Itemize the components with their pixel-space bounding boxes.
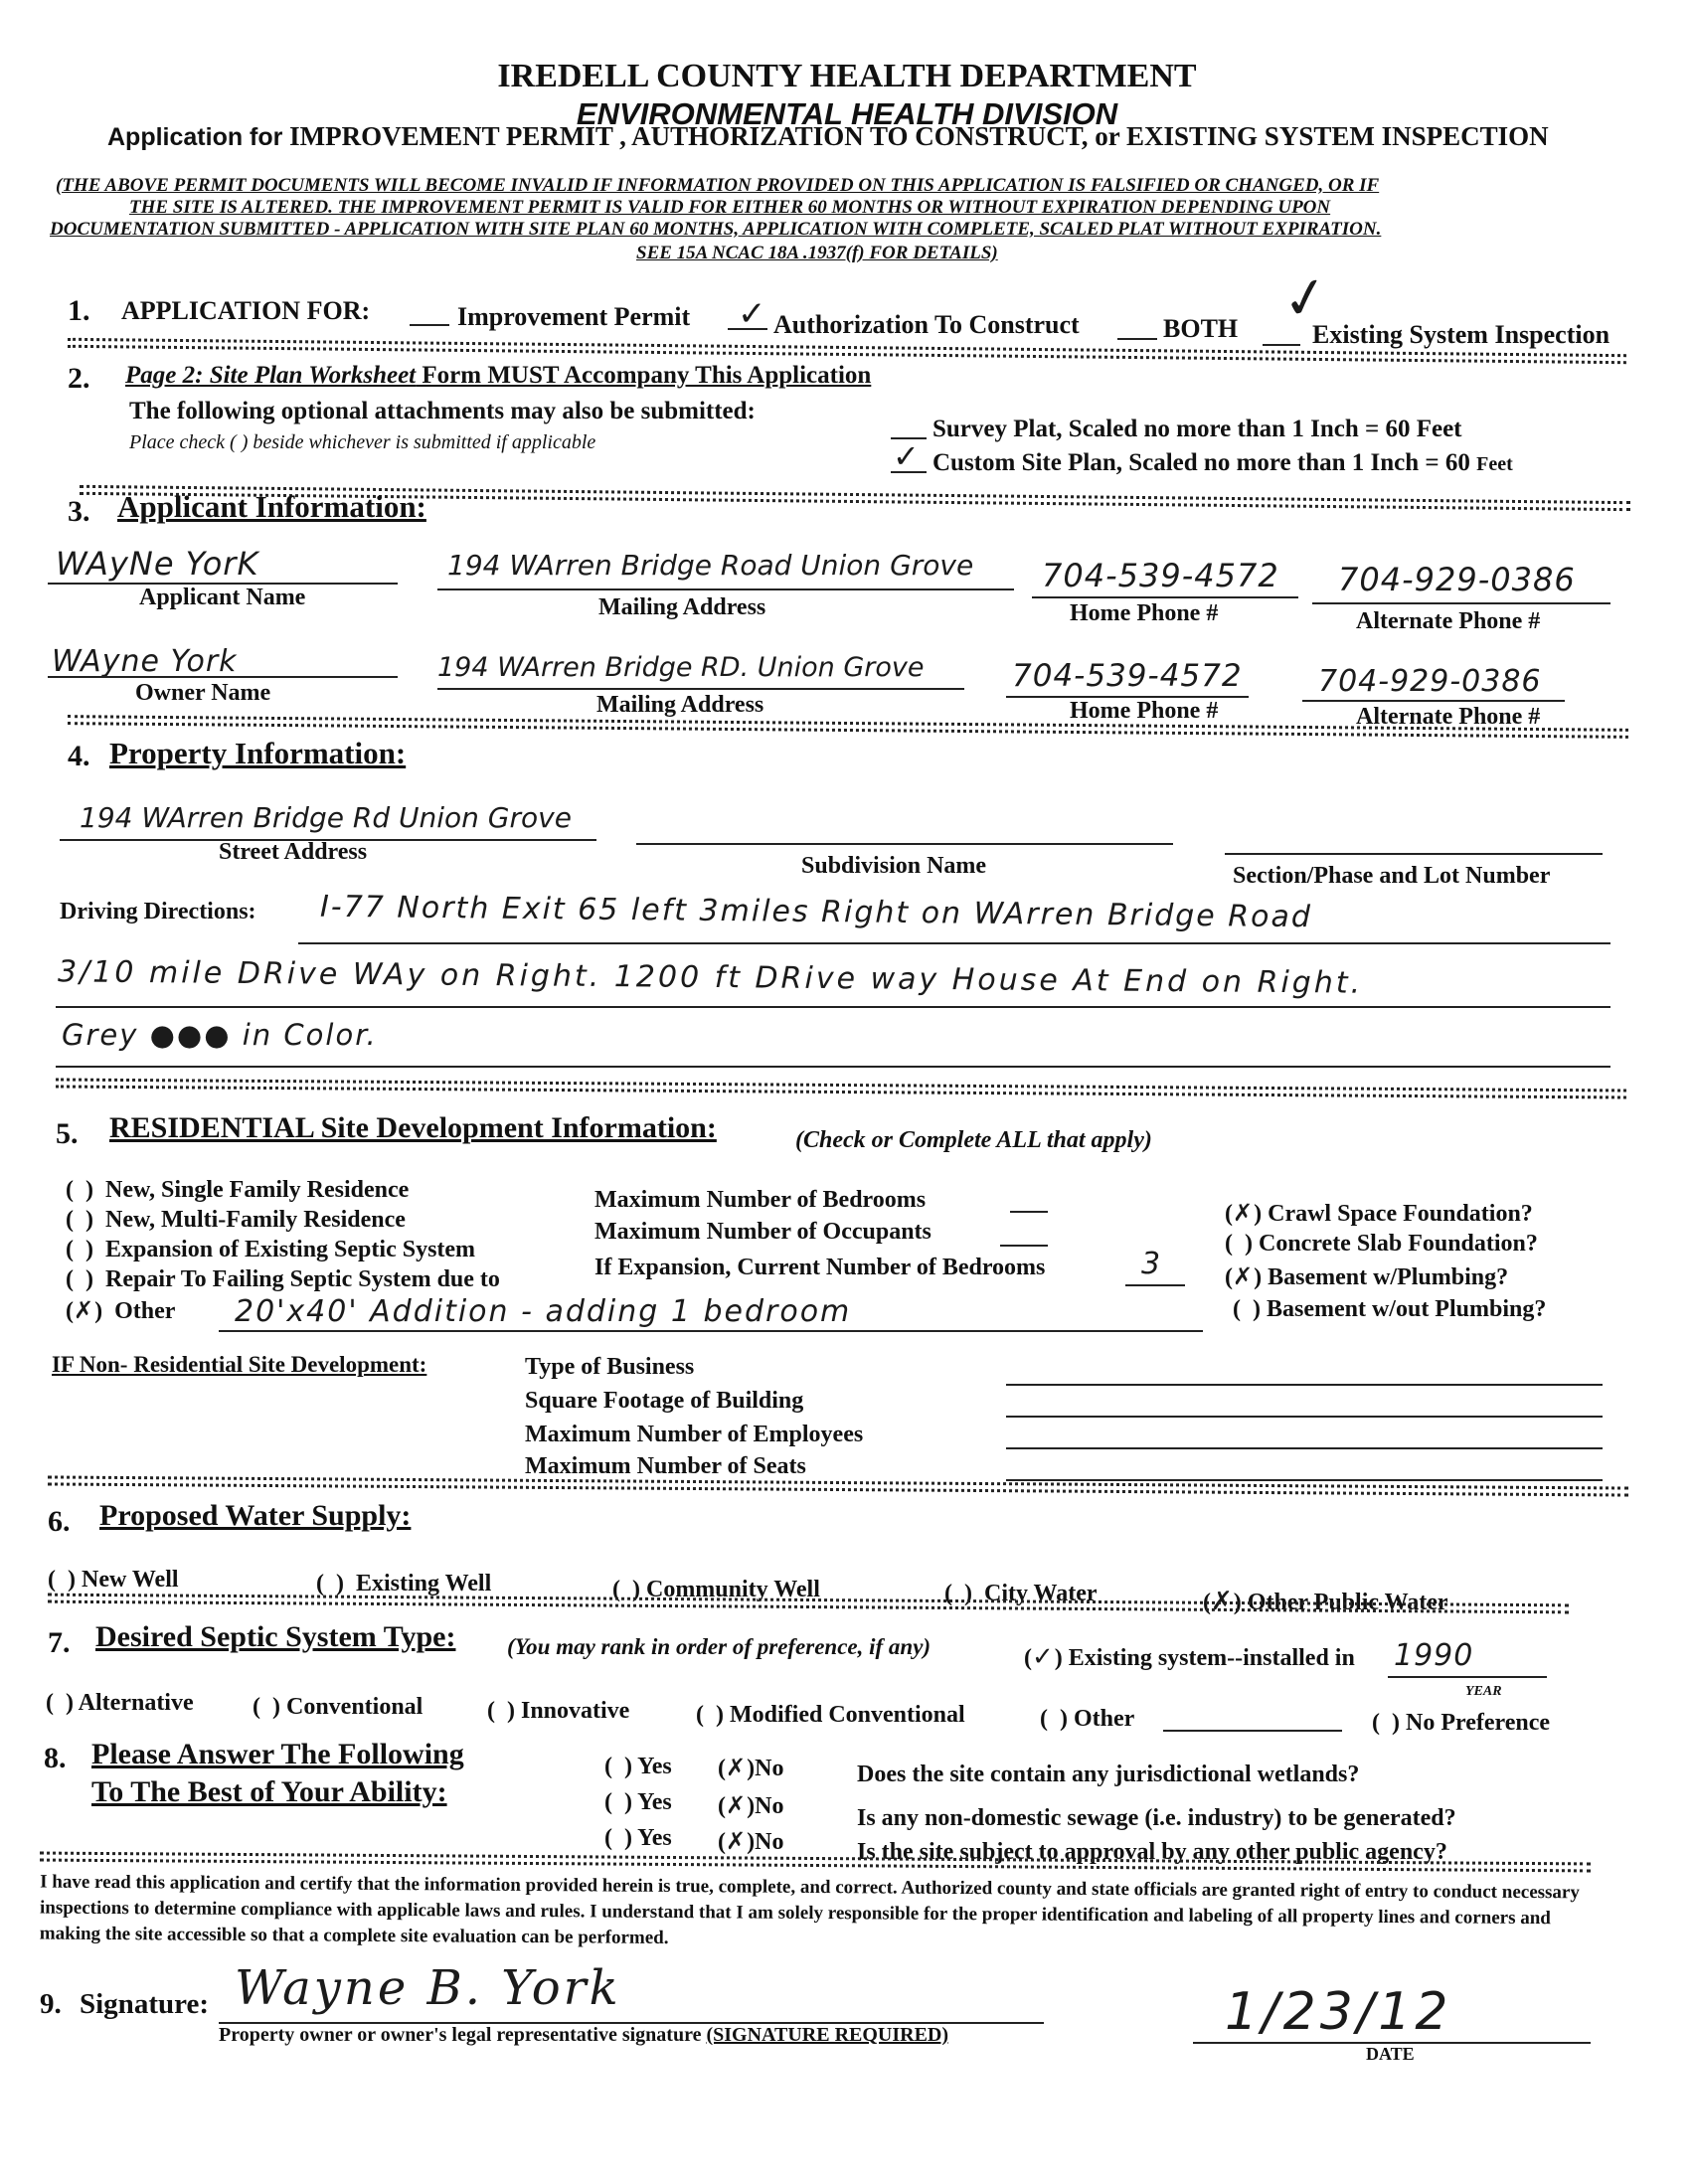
option-innovative[interactable]: ( ) Innovative: [487, 1698, 630, 1724]
q1-yes-label: Yes: [637, 1754, 672, 1779]
applicant-mailing-label: Mailing Address: [598, 594, 766, 620]
option-new-single-family[interactable]: ( ) New, Single Family Residence: [66, 1177, 410, 1203]
section-7-number: 7.: [48, 1626, 71, 1659]
option-expansion[interactable]: ( ) Expansion of Existing Septic System: [66, 1237, 476, 1262]
directions-line-2[interactable]: [56, 1006, 1610, 1008]
other-label: Other: [114, 1298, 176, 1324]
new-single-family-label: New, Single Family Residence: [104, 1177, 410, 1203]
option-concrete-slab[interactable]: ( ) Concrete Slab Foundation?: [1225, 1231, 1538, 1257]
option-other-septic[interactable]: ( ) Other: [1040, 1706, 1135, 1732]
residential-instruction: (Check or Complete ALL that apply): [795, 1127, 1152, 1153]
owner-signature: Wayne B. York: [235, 1960, 621, 2016]
q3-no-label: No: [755, 1829, 784, 1855]
applicant-home-phone-value: 704-539-4572: [1042, 557, 1279, 594]
place-check-note: Place check ( ) beside whichever is submitted if applicable: [129, 431, 596, 453]
signature-caption-text: Property owner or owner's legal representative signature: [219, 2024, 702, 2046]
applicant-home-phone-line[interactable]: [1032, 596, 1298, 598]
question-sewage: Is any non-domestic sewage (i.e. industry) to be generated?: [857, 1805, 1456, 1831]
applicant-information-heading: Applicant Information:: [117, 489, 426, 524]
answer-heading-2: To The Best of Your Ability:: [91, 1775, 447, 1808]
basement-no-plumbing-label: Basement w/out Plumbing?: [1266, 1296, 1547, 1322]
no-preference-label: No Preference: [1405, 1710, 1551, 1736]
answer-heading-1: Please Answer The Following: [91, 1738, 464, 1770]
division-title: ENVIRONMENTAL HEALTH DIVISION: [576, 96, 1118, 131]
max-seats-line[interactable]: [1006, 1479, 1603, 1481]
applicant-name-label: Applicant Name: [139, 585, 306, 610]
type-of-business-label: Type of Business: [525, 1354, 695, 1380]
q1-no-option[interactable]: (✗)No: [718, 1754, 784, 1781]
owner-alt-phone-value: 704-929-0386: [1318, 664, 1542, 699]
concrete-slab-label: Concrete Slab Foundation?: [1258, 1231, 1538, 1257]
section-5-number: 5.: [56, 1117, 79, 1150]
improvement-permit-blank[interactable]: [410, 324, 449, 326]
q1-no-label: No: [755, 1756, 784, 1781]
owner-home-phone-value: 704-539-4572: [1012, 658, 1243, 694]
other-value: 20'x40' Addition - adding 1 bedroom: [235, 1294, 852, 1329]
other-septic-label: Other: [1073, 1706, 1135, 1732]
survey-plat-option: Survey Plat, Scaled no more than 1 Inch = 60 Feet: [932, 416, 1462, 442]
basement-plumbing-check-mark: ✗: [1233, 1262, 1255, 1290]
option-basement-plumbing[interactable]: (✗) Basement w/Plumbing?: [1225, 1262, 1509, 1290]
septic-instruction: (You may rank in order of preference, if any): [507, 1634, 932, 1659]
q2-no-option[interactable]: (✗)No: [718, 1791, 784, 1819]
septic-system-heading: Desired Septic System Type:: [95, 1620, 456, 1653]
q1-yes-option[interactable]: ( ) Yes: [604, 1754, 672, 1779]
site-plan-worksheet-title: Page 2: Site Plan Worksheet: [125, 362, 417, 389]
conventional-label: Conventional: [285, 1694, 424, 1720]
option-new-well[interactable]: ( ) New Well: [48, 1567, 179, 1593]
installed-year-value: 1990: [1394, 1638, 1474, 1673]
question-public-agency: Is the site subject to approval by any other public agency?: [857, 1839, 1447, 1865]
other-septic-line[interactable]: [1163, 1730, 1342, 1732]
document-title: IREDELL COUNTY HEALTH DEPARTMENT: [497, 58, 1197, 94]
q2-yes-option[interactable]: ( ) Yes: [604, 1789, 672, 1815]
q3-yes-label: Yes: [637, 1825, 672, 1851]
water-supply-heading: Proposed Water Supply:: [99, 1499, 412, 1532]
certification-paragraph: I have read this application and certify that the information provided herein is true, complete, and correct. Authorized county and state officials are granted right of entry to conduct necessary inspections to determine compliance with applicable laws and rules. I understand that I am solely responsible for the proper identification and labeling of all property lines and corners and making the site accessible so that a complete site evaluation can be performed.: [39, 1871, 1580, 1948]
applicant-name-value: WAyNe YorK: [56, 545, 259, 583]
owner-name-line[interactable]: [48, 676, 398, 678]
validity-notice-line-4: SEE 15A NCAC 18A .1937(f) FOR DETAILS): [636, 243, 998, 263]
max-employees-line[interactable]: [1006, 1447, 1603, 1449]
both-option: BOTH: [1163, 314, 1239, 343]
section-8-number: 8.: [44, 1742, 67, 1774]
current-bedrooms-value: 3: [1141, 1247, 1162, 1281]
improvement-permit-option: Improvement Permit: [457, 302, 691, 331]
max-bedrooms-line[interactable]: [1010, 1211, 1048, 1213]
owner-address-value: 194 WArren Bridge RD. Union Grove: [437, 652, 925, 683]
site-plan-worksheet-heading: [125, 362, 871, 390]
section-2-number: 2.: [68, 362, 90, 395]
section-9-number: 9.: [40, 1988, 62, 2020]
owner-name-label: Owner Name: [135, 680, 271, 706]
driving-directions-line-2: 3/10 mile DRive WAy on Right. 1200 ft DRive way House At End on Right.: [57, 954, 1364, 1001]
applicant-alt-phone-value: 704-929-0386: [1338, 561, 1576, 598]
square-footage-label: Square Footage of Building: [525, 1388, 804, 1414]
option-basement-no-plumbing[interactable]: ( ) Basement w/out Plumbing?: [1233, 1296, 1547, 1322]
option-alternative[interactable]: ( ) Alternative: [46, 1690, 194, 1716]
both-blank[interactable]: [1117, 338, 1157, 340]
q3-yes-option[interactable]: ( ) Yes: [604, 1825, 672, 1851]
subdivision-line[interactable]: [636, 843, 1173, 845]
existing-system-check-mark: ✓: [1032, 1642, 1055, 1672]
other-public-water-check-mark: ✗: [1211, 1587, 1234, 1616]
other-public-water-label: Other Public Water: [1247, 1590, 1448, 1615]
repair-label: Repair To Failing Septic System due to: [104, 1266, 500, 1292]
subdivision-label: Subdivision Name: [801, 853, 987, 879]
existing-system-label: Existing system--installed in: [1068, 1645, 1355, 1671]
q2-no-check-mark: ✗: [726, 1791, 748, 1819]
street-address-label: Street Address: [219, 839, 368, 865]
community-well-label: Community Well: [645, 1577, 820, 1602]
owner-home-phone-label: Home Phone #: [1070, 698, 1219, 724]
date-label: DATE: [1366, 2044, 1415, 2064]
option-city-water[interactable]: ( ) City Water: [944, 1581, 1098, 1606]
max-bedrooms-label: Maximum Number of Bedrooms: [594, 1187, 927, 1213]
applicant-alt-phone-label: Alternate Phone #: [1356, 608, 1541, 634]
option-other[interactable]: (✗) Other: [66, 1296, 176, 1324]
custom-site-plan-checkmark: ✓: [893, 437, 921, 475]
signature-label: Signature:: [80, 1988, 209, 2020]
option-crawl-space[interactable]: (✗) Crawl Space Foundation?: [1225, 1199, 1533, 1227]
option-no-preference[interactable]: ( ) No Preference: [1372, 1710, 1551, 1736]
max-occupants-label: Maximum Number of Occupants: [594, 1219, 932, 1245]
custom-site-plan-text: Custom Site Plan, Scaled no more than 1 Inch = 60: [932, 449, 1470, 476]
alternative-label: Alternative: [78, 1690, 194, 1716]
option-other-public-water[interactable]: (✗) Other Public Water: [1203, 1587, 1448, 1616]
q2-yes-label: Yes: [637, 1789, 672, 1815]
q1-no-check-mark: ✗: [726, 1754, 748, 1781]
separator: [56, 1078, 1626, 1098]
option-repair[interactable]: ( ) Repair To Failing Septic System due to: [66, 1266, 500, 1292]
section-3-number: 3.: [68, 495, 90, 528]
authorization-checkmark: ✓: [738, 294, 767, 334]
option-existing-well[interactable]: ( ) Existing Well: [316, 1571, 492, 1596]
option-modified-conventional[interactable]: ( ) Modified Conventional: [696, 1702, 965, 1728]
q2-no-label: No: [755, 1793, 784, 1819]
existing-well-label: Existing Well: [355, 1571, 492, 1596]
innovative-label: Innovative: [520, 1698, 630, 1724]
new-well-label: New Well: [81, 1567, 179, 1593]
street-address-value: 194 WArren Bridge Rd Union Grove: [80, 801, 572, 834]
optional-attachments-text: The following optional attachments may also be submitted:: [129, 398, 756, 424]
other-line[interactable]: [219, 1330, 1203, 1332]
application-for-label: APPLICATION FOR:: [121, 296, 371, 325]
applicant-alt-phone-line[interactable]: [1312, 602, 1610, 604]
signature-caption: [219, 2024, 948, 2047]
site-plan-worksheet-requirement: Form MUST Accompany This Application: [416, 362, 872, 389]
city-water-label: City Water: [983, 1581, 1098, 1606]
q3-no-check-mark: ✗: [726, 1827, 748, 1855]
type-of-business-line[interactable]: [1006, 1384, 1603, 1386]
option-new-multi-family[interactable]: ( ) New, Multi-Family Residence: [66, 1207, 406, 1233]
custom-site-plan-unit: Feet: [1476, 453, 1513, 475]
crawl-space-check-mark: ✗: [1233, 1199, 1255, 1227]
section-lot-line[interactable]: [1225, 853, 1603, 855]
basement-plumbing-label: Basement w/Plumbing?: [1268, 1264, 1509, 1290]
application-types: IMPROVEMENT PERMIT , AUTHORIZATION TO CONSTRUCT, or EXISTING SYSTEM INSPECTION: [289, 121, 1549, 151]
date-value: 1/23/12: [1225, 1982, 1452, 2042]
existing-inspection-checkmark: ✓: [1276, 262, 1336, 335]
owner-name-value: WAyne York: [52, 644, 238, 679]
owner-alt-phone-line[interactable]: [1302, 700, 1565, 702]
question-wetlands: Does the site contain any jurisdictional wetlands?: [857, 1762, 1360, 1787]
driving-directions-label: Driving Directions:: [60, 899, 256, 924]
expansion-label: Expansion of Existing Septic System: [104, 1237, 476, 1262]
section-1-number: 1.: [68, 294, 90, 327]
installed-year-line[interactable]: [1388, 1676, 1547, 1678]
max-employees-label: Maximum Number of Employees: [525, 1422, 864, 1447]
validity-notice-line-2: THE SITE IS ALTERED. THE IMPROVEMENT PERMIT IS VALID FOR EITHER 60 MONTHS OR WITHOUT EXPIRATION DEPENDING UPON: [129, 197, 1331, 218]
property-information-heading: Property Information:: [109, 736, 407, 770]
section-4-number: 4.: [68, 740, 90, 772]
square-footage-line[interactable]: [1006, 1416, 1603, 1418]
applicant-address-value: 194 WArren Bridge Road Union Grove: [447, 549, 974, 582]
driving-directions-line-1: I-77 North Exit 65 left 3miles Right on WArren Bridge Road: [319, 889, 1313, 935]
crawl-space-label: Crawl Space Foundation?: [1268, 1201, 1533, 1227]
authorization-to-construct-option: Authorization To Construct: [773, 310, 1080, 339]
directions-line-3[interactable]: [56, 1066, 1610, 1068]
owner-address-line[interactable]: [437, 688, 964, 690]
max-seats-label: Maximum Number of Seats: [525, 1453, 806, 1479]
current-bedrooms-line[interactable]: [1125, 1284, 1185, 1286]
validity-notice-line-3: DOCUMENTATION SUBMITTED - APPLICATION WITH SITE PLAN 60 MONTHS, APPLICATION WITH COMPLETE, SCALED PLAT WITHOUT EXPIRATION.: [50, 219, 1382, 240]
directions-line-1[interactable]: [298, 942, 1610, 944]
option-existing-system[interactable]: (✓) Existing system--installed in: [1024, 1642, 1355, 1672]
existing-system-inspection-option: Existing System Inspection: [1312, 320, 1610, 349]
owner-alt-phone-label: Alternate Phone #: [1356, 704, 1541, 730]
validity-notice-line-1: (THE ABOVE PERMIT DOCUMENTS WILL BECOME INVALID IF INFORMATION PROVIDED ON THIS APPLICATION IS FALSIFIED OR CHANGED, OR IF: [56, 175, 1380, 196]
section-6-number: 6.: [48, 1505, 71, 1538]
max-occupants-line[interactable]: [1000, 1245, 1048, 1247]
q3-no-option[interactable]: (✗)No: [718, 1827, 784, 1855]
applicant-home-phone-label: Home Phone #: [1070, 600, 1219, 626]
signature-required-note: (SIGNATURE REQUIRED): [706, 2024, 949, 2046]
owner-mailing-label: Mailing Address: [596, 692, 764, 718]
other-check-mark: ✗: [74, 1296, 95, 1324]
section-lot-label: Section/Phase and Lot Number: [1233, 863, 1551, 889]
modified-conventional-label: Modified Conventional: [729, 1702, 965, 1728]
application-prefix: Application for: [107, 123, 283, 151]
new-multi-family-label: New, Multi-Family Residence: [104, 1207, 406, 1233]
application-line: [107, 121, 1549, 152]
non-residential-heading: IF Non- Residential Site Development:: [52, 1352, 427, 1377]
existing-inspection-blank[interactable]: [1263, 344, 1300, 346]
residential-heading: RESIDENTIAL Site Development Information:: [109, 1111, 717, 1144]
if-expansion-label: If Expansion, Current Number of Bedrooms: [594, 1255, 1046, 1280]
option-conventional[interactable]: ( ) Conventional: [253, 1694, 424, 1720]
applicant-address-line[interactable]: [437, 588, 1014, 590]
driving-directions-line-3: Grey ●●● in Color.: [62, 1018, 378, 1052]
option-community-well[interactable]: ( ) Community Well: [612, 1577, 820, 1602]
custom-site-plan-option: [932, 449, 1513, 477]
year-label: YEAR: [1465, 1684, 1502, 1699]
